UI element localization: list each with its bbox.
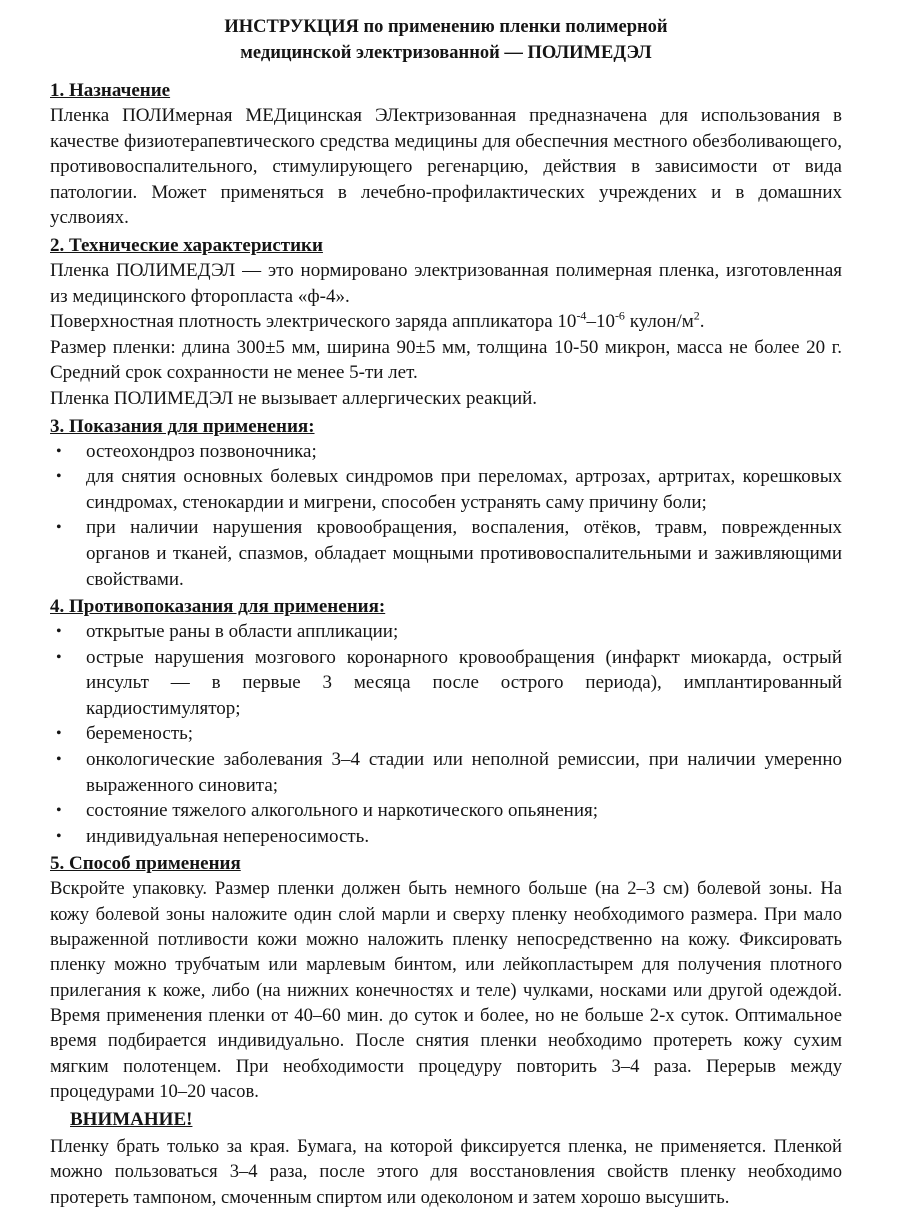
contraindications-list xyxy=(50,619,842,849)
bullet-icon: • xyxy=(56,519,62,537)
bullet-icon: • xyxy=(56,725,62,743)
title-line-2: медицинской электризованной — ПОЛИМЕДЭЛ xyxy=(240,43,652,63)
section-specs xyxy=(50,233,842,412)
section-2-paragraph-1: Пленка ПОЛИМЕДЭЛ — это нормировано электризованная полимерная пленка, изготовленная из медицинского фторопласта «ф-4». xyxy=(50,259,842,307)
charge-unit: кулон/м xyxy=(624,311,694,333)
charge-unit-exp: 2 xyxy=(693,308,700,323)
bullet-icon: • xyxy=(56,802,62,820)
indications-list xyxy=(50,439,842,593)
section-contraindications xyxy=(50,594,842,849)
section-usage xyxy=(50,851,842,1104)
charge-exp-2: -6 xyxy=(614,308,625,323)
title-line-1: ИНСТРУКЦИЯ по применению пленки полимерной xyxy=(224,17,668,37)
section-5-heading: 5. Способ применения xyxy=(50,853,241,875)
charge-exp-1: -4 xyxy=(576,308,587,323)
bullet-icon: • xyxy=(56,648,62,666)
warning-heading: ВНИМАНИЕ! xyxy=(70,1109,193,1131)
list-item: • беременость; xyxy=(50,721,842,747)
list-item: • состояние тяжелого алкогольного и наркотического опьянения; xyxy=(50,798,842,824)
charge-text: Поверхностная плотность электрического заряда аппликатора 10 xyxy=(50,311,577,333)
section-purpose xyxy=(50,78,842,231)
bullet-icon: • xyxy=(56,468,62,486)
section-2-paragraph-3: Размер пленки: длина 300±5 мм, ширина 90±5 мм, толщина 10-50 микрон, масса не более 20 г. Средний срок сохранности не менее 5-ти лет. xyxy=(50,336,842,384)
list-item: • открытые раны в области аппликации; xyxy=(50,619,842,645)
section-2-paragraph-4: Пленка ПОЛИМЕДЭЛ не вызывает аллергических реакций. xyxy=(50,387,538,409)
bullet-icon: • xyxy=(56,442,62,460)
section-3-heading: 3. Показания для применения: xyxy=(50,415,315,437)
section-warning xyxy=(50,1107,842,1210)
charge-range: –10 xyxy=(586,311,615,333)
list-item: • при наличии нарушения кровообращения, воспаления, отёков, травм, поврежденных органов и тканей, спазмов, обладает мощными противовоспалительными и заживляющими свойствами. xyxy=(56,517,842,590)
section-4-heading: 4. Противопоказания для применения: xyxy=(50,596,386,618)
section-1-heading: 1. Назначение xyxy=(50,80,171,101)
section-2-heading: 2. Технические характеристики xyxy=(50,234,323,256)
list-item: • острые нарушения мозгового коронарного кровообращения (инфаркт миокарда, острый инсульт — в первые 3 месяца после острого периода), имплантированный кардиостимулятор; xyxy=(56,646,842,719)
bullet-icon: • xyxy=(56,827,62,845)
charge-end: . xyxy=(699,311,705,333)
section-2-paragraph-charge xyxy=(50,309,842,335)
document-title xyxy=(50,14,842,66)
list-item: • индивидуальная непереносимость. xyxy=(50,824,842,850)
list-item: • для снятия основных болевых синдромов при переломах, артрозах, артритах, корешковых синдромах, стенокардии и мигрени, способен устранять саму причину боли; xyxy=(56,466,842,513)
section-indications xyxy=(50,414,842,593)
list-item: • онкологические заболевания 3–4 стадии или неполной ремиссии, при наличии умеренно выраженного синовита; xyxy=(56,749,842,796)
section-1-text: Пленка ПОЛИмерная МЕДицинская ЭЛектризованная предназначена для использования в качестве физиотерапевтического средства медицины для обеспечния местного обезболивающего, противовоспалительного, стимулирующего регенарцию, действия в зависимости от вида патологии. Может применяться в лечебно-профилактических учреждених и в домашних услвоиях. xyxy=(50,105,842,229)
section-5-text: Вскройте упаковку. Размер пленки должен быть немного больше (на 2–3 см) болевой зоны. На кожу болевой зоны наложите один слой марли и сверху пленку необходимого размера. При мало выраженной потливости кожи можно наложить пленку непосредственно на кожу. Фиксировать пленку можно трубчатым или марлевым бинтом, или лейкопластырем для получения плотного прилегания к коже, либо (на нижних конечностях и теле) чулками, носками или другой одеждой. Время применения пленки от 40–60 мин. до суток и более, но не больше 2-х суток. Оптимальное время подбирается индивидуально. После снятия пленки необходимо протереть кожу сухим мягким полотенцем. При необходимости процедуру повторить 3–4 раза. Перерыв между процедурами 10–20 часов. xyxy=(50,878,842,1102)
warning-text: Пленку брать только за края. Бумага, на которой фиксируется пленка, не применяется. Пленкой можно пользоваться 3–4 раза, после этого для восстановления свойств пленку необходимо протереть тампоном, смоченным спиртом или одеколоном и затем хорошо высушить. xyxy=(50,1136,842,1208)
bullet-icon: • xyxy=(56,623,62,641)
list-item: • остеохондроз позвоночника; xyxy=(50,439,842,465)
bullet-icon: • xyxy=(56,751,62,769)
